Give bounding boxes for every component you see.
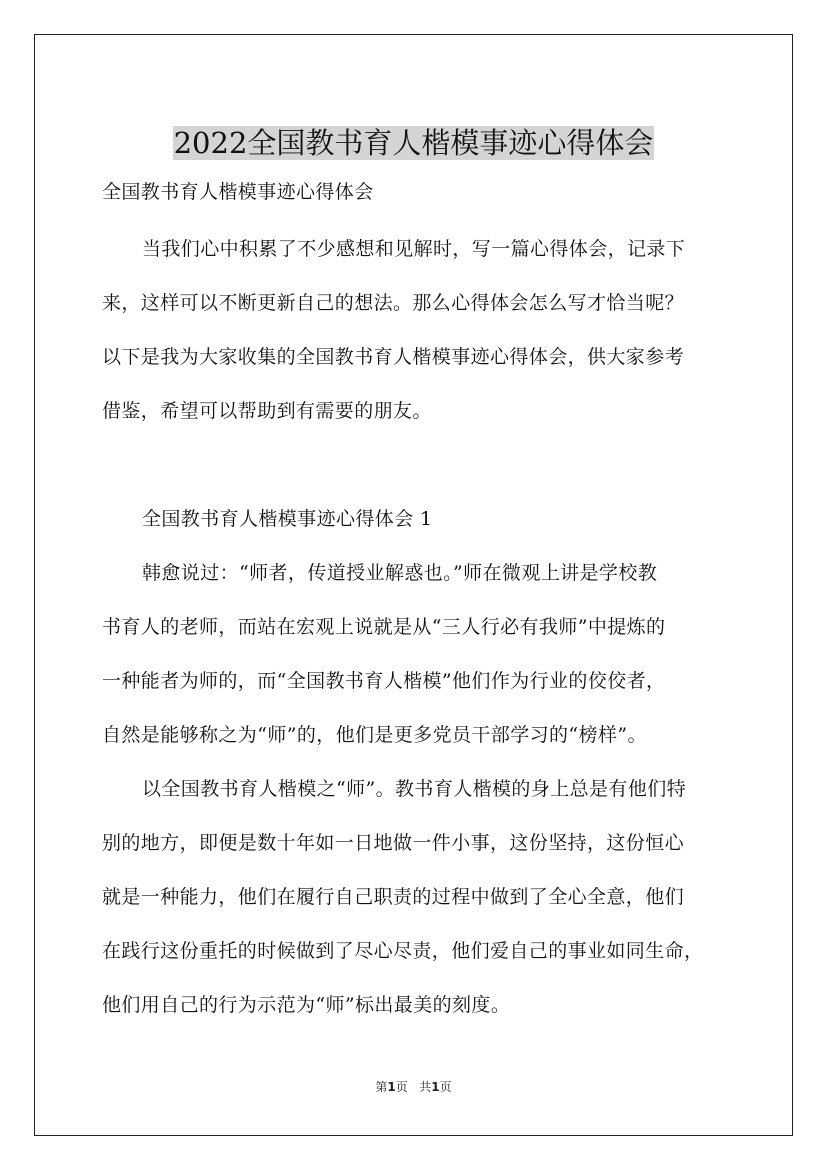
paragraph-1-line-3: 一种能者为师的，而“全国教书育人楷模”他们作为行业的佼佼者，: [102, 670, 666, 692]
paragraph-2-line-2: 别的地方，即便是数十年如一日地做一件小事，这份坚持，这份恒心: [102, 832, 685, 854]
paragraph-2-line-4: 在践行这份重托的时候做到了尽心尽责，他们爱自己的事业如同生命，: [102, 940, 704, 962]
total-pages: 1: [431, 1080, 440, 1094]
page-prefix: 第: [375, 1080, 388, 1094]
paragraph-1-line-4: 自然是能够称之为“师”的，他们是更多党员干部学习的“榜样”。: [102, 724, 647, 746]
intro-line-3: 以下是我为大家收集的全国教书育人楷模事迹心得体会，供大家参考: [102, 346, 685, 368]
section-1: [102, 492, 742, 1032]
total-prefix: 共: [419, 1080, 432, 1094]
intro-line-4: 借鉴，希望可以帮助到有需要的朋友。: [102, 400, 432, 422]
document-title: [0, 123, 827, 163]
intro-line-1: 当我们心中积累了不少感想和见解时，写一篇心得体会，记录下: [142, 238, 686, 260]
subtitle-line: 全国教书育人楷模事迹心得体会: [102, 181, 374, 203]
intro-line-2: 来，这样可以不断更新自己的想法。那么心得体会怎么写才恰当呢？: [102, 292, 685, 314]
document-title-text: 2022全国教书育人楷模事迹心得体会: [173, 126, 654, 161]
document-subtitle: [102, 165, 742, 219]
intro-paragraph: [102, 222, 742, 438]
paragraph-1-line-1: 韩愈说过：“师者，传道授业解惑也。”师在微观上讲是学校教: [142, 562, 658, 584]
paragraph-2-line-5: 他们用自己的行为示范为“师”标出最美的刻度。: [102, 994, 511, 1016]
paragraph-2-line-1: 以全国教书育人楷模之“师”。教书育人楷模的身上总是有他们特: [142, 778, 687, 800]
page-suffix: 页: [395, 1080, 408, 1094]
paragraph-1-line-2: 书育人的老师，而站在宏观上说就是从“三人行必有我师”中提炼的: [102, 616, 666, 638]
page-footer: [0, 1079, 827, 1095]
total-suffix: 页: [439, 1080, 452, 1094]
paragraph-2-line-3: 就是一种能力，他们在履行自己职责的过程中做到了全心全意，他们: [102, 886, 685, 908]
page-number: 1: [387, 1080, 396, 1094]
section-heading: 全国教书育人楷模事迹心得体会 1: [142, 508, 433, 530]
